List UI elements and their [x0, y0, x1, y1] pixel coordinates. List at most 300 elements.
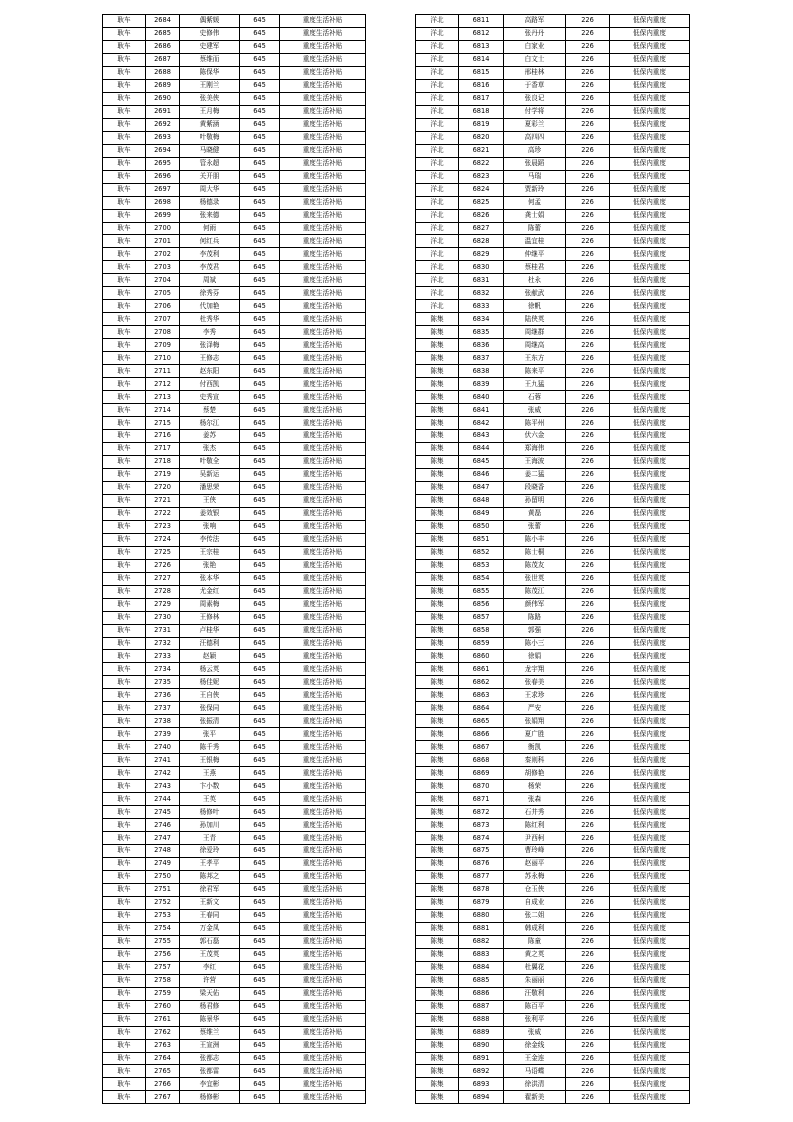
town-cell: 陈集 — [416, 909, 459, 922]
serial-number-cell: 2717 — [146, 442, 180, 455]
table-row — [416, 481, 690, 494]
amount-cell: 645 — [240, 287, 280, 300]
name-cell: 张都志 — [180, 1052, 240, 1065]
name-cell: 陈士桐 — [504, 546, 566, 559]
town-cell: 耿车 — [103, 650, 146, 663]
town-cell: 陈集 — [416, 883, 459, 896]
name-cell: 徐娟 — [504, 650, 566, 663]
subsidy-type-cell: 重度生活补贴 — [280, 1052, 366, 1065]
serial-number-cell: 6847 — [459, 481, 504, 494]
table-row — [416, 883, 690, 896]
amount-cell: 645 — [240, 378, 280, 391]
subsidy-type-cell: 低保内重度 — [610, 533, 690, 546]
table-row — [103, 27, 366, 40]
table-row — [103, 15, 366, 28]
table-row — [416, 300, 690, 313]
subsidy-type-cell: 重度生活补贴 — [280, 1026, 366, 1039]
amount-cell: 645 — [240, 728, 280, 741]
serial-number-cell: 2718 — [146, 455, 180, 468]
serial-number-cell: 2741 — [146, 754, 180, 767]
name-cell: 秦则科 — [504, 754, 566, 767]
subsidy-type-cell: 低保内重度 — [610, 79, 690, 92]
serial-number-cell: 6846 — [459, 468, 504, 481]
subsidy-type-cell: 低保内重度 — [610, 378, 690, 391]
town-cell: 耿车 — [103, 27, 146, 40]
table-row — [416, 624, 690, 637]
town-cell: 耿车 — [103, 1091, 146, 1104]
amount-cell: 645 — [240, 1026, 280, 1039]
serial-number-cell: 6830 — [459, 261, 504, 274]
serial-number-cell: 6848 — [459, 494, 504, 507]
subsidy-type-cell: 重度生活补贴 — [280, 118, 366, 131]
serial-number-cell: 6866 — [459, 728, 504, 741]
amount-cell: 645 — [240, 1078, 280, 1091]
amount-cell: 645 — [240, 715, 280, 728]
subsidy-type-cell: 低保内重度 — [610, 598, 690, 611]
name-cell: 李红 — [180, 961, 240, 974]
table-row — [416, 650, 690, 663]
serial-number-cell: 2685 — [146, 27, 180, 40]
amount-cell: 645 — [240, 1091, 280, 1104]
town-cell: 耿车 — [103, 870, 146, 883]
table-row — [416, 922, 690, 935]
table-row — [416, 611, 690, 624]
serial-number-cell: 6852 — [459, 546, 504, 559]
town-cell: 陈集 — [416, 663, 459, 676]
amount-cell: 645 — [240, 909, 280, 922]
subsidy-type-cell: 低保内重度 — [610, 922, 690, 935]
town-cell: 耿车 — [103, 481, 146, 494]
serial-number-cell: 6822 — [459, 157, 504, 170]
serial-number-cell: 6828 — [459, 235, 504, 248]
table-row — [103, 702, 366, 715]
serial-number-cell: 6820 — [459, 131, 504, 144]
town-cell: 耿车 — [103, 987, 146, 1000]
table-row — [103, 819, 366, 832]
serial-number-cell: 6817 — [459, 92, 504, 105]
amount-cell: 645 — [240, 352, 280, 365]
subsidy-type-cell: 重度生活补贴 — [280, 1039, 366, 1052]
serial-number-cell: 2716 — [146, 430, 180, 443]
subsidy-type-cell: 低保内重度 — [610, 261, 690, 274]
name-cell: 何红兵 — [180, 235, 240, 248]
town-cell: 陈集 — [416, 689, 459, 702]
serial-number-cell: 2734 — [146, 663, 180, 676]
amount-cell: 226 — [566, 391, 610, 404]
town-cell: 陈集 — [416, 832, 459, 845]
name-cell: 张威 — [504, 404, 566, 417]
subsidy-type-cell: 重度生活补贴 — [280, 987, 366, 1000]
table-row — [416, 585, 690, 598]
town-cell: 耿车 — [103, 806, 146, 819]
name-cell: 胡修艳 — [504, 767, 566, 780]
serial-number-cell: 2708 — [146, 326, 180, 339]
serial-number-cell: 6865 — [459, 715, 504, 728]
town-cell: 耿车 — [103, 468, 146, 481]
amount-cell: 226 — [566, 806, 610, 819]
table-row — [103, 481, 366, 494]
table-row — [103, 170, 366, 183]
subsidy-type-cell: 低保内重度 — [610, 987, 690, 1000]
amount-cell: 645 — [240, 1013, 280, 1026]
table-row — [103, 287, 366, 300]
amount-cell: 226 — [566, 922, 610, 935]
amount-cell: 645 — [240, 767, 280, 780]
name-cell: 杜翼花 — [504, 961, 566, 974]
town-cell: 陈集 — [416, 598, 459, 611]
serial-number-cell: 2732 — [146, 637, 180, 650]
table-row — [416, 313, 690, 326]
serial-number-cell: 2691 — [146, 105, 180, 118]
right-table-body — [416, 15, 690, 1104]
name-cell: 关开朋 — [180, 170, 240, 183]
table-row — [416, 598, 690, 611]
serial-number-cell: 6891 — [459, 1052, 504, 1065]
serial-number-cell: 2737 — [146, 702, 180, 715]
serial-number-cell: 6844 — [459, 442, 504, 455]
town-cell: 耿车 — [103, 598, 146, 611]
table-row — [416, 261, 690, 274]
subsidy-type-cell: 重度生活补贴 — [280, 715, 366, 728]
name-cell: 王求珍 — [504, 689, 566, 702]
name-cell: 王新文 — [180, 896, 240, 909]
amount-cell: 226 — [566, 235, 610, 248]
amount-cell: 226 — [566, 948, 610, 961]
subsidy-type-cell: 重度生活补贴 — [280, 948, 366, 961]
subsidy-type-cell: 重度生活补贴 — [280, 313, 366, 326]
town-cell: 陈集 — [416, 1078, 459, 1091]
table-row — [416, 455, 690, 468]
amount-cell: 226 — [566, 676, 610, 689]
table-row — [416, 378, 690, 391]
amount-cell: 645 — [240, 1039, 280, 1052]
serial-number-cell: 6876 — [459, 857, 504, 870]
serial-number-cell: 2748 — [146, 845, 180, 858]
town-cell: 耿车 — [103, 196, 146, 209]
subsidy-type-cell: 低保内重度 — [610, 1091, 690, 1104]
table-row — [103, 261, 366, 274]
name-cell: 张振清 — [180, 715, 240, 728]
amount-cell: 226 — [566, 92, 610, 105]
table-row — [103, 663, 366, 676]
subsidy-type-cell: 重度生活补贴 — [280, 935, 366, 948]
amount-cell: 645 — [240, 624, 280, 637]
amount-cell: 645 — [240, 987, 280, 1000]
table-row — [416, 1039, 690, 1052]
table-row — [416, 935, 690, 948]
amount-cell: 226 — [566, 702, 610, 715]
subsidy-type-cell: 重度生活补贴 — [280, 572, 366, 585]
serial-number-cell: 6886 — [459, 987, 504, 1000]
name-cell: 郭强 — [504, 624, 566, 637]
table-row — [103, 1052, 366, 1065]
amount-cell: 226 — [566, 378, 610, 391]
town-cell: 陈集 — [416, 430, 459, 443]
amount-cell: 645 — [240, 274, 280, 287]
subsidy-type-cell: 重度生活补贴 — [280, 585, 366, 598]
town-cell: 耿车 — [103, 507, 146, 520]
town-cell: 陈集 — [416, 845, 459, 858]
table-row — [103, 559, 366, 572]
amount-cell: 645 — [240, 806, 280, 819]
serial-number-cell: 6826 — [459, 209, 504, 222]
amount-cell: 645 — [240, 572, 280, 585]
amount-cell: 226 — [566, 404, 610, 417]
table-row — [416, 546, 690, 559]
serial-number-cell: 2767 — [146, 1091, 180, 1104]
amount-cell: 226 — [566, 222, 610, 235]
name-cell: 王东方 — [504, 352, 566, 365]
subsidy-type-cell: 低保内重度 — [610, 442, 690, 455]
subsidy-type-cell: 重度生活补贴 — [280, 131, 366, 144]
subsidy-type-cell: 重度生活补贴 — [280, 676, 366, 689]
amount-cell: 226 — [566, 196, 610, 209]
amount-cell: 226 — [566, 1013, 610, 1026]
amount-cell: 645 — [240, 196, 280, 209]
town-cell: 陈集 — [416, 1052, 459, 1065]
table-row — [416, 715, 690, 728]
amount-cell: 645 — [240, 313, 280, 326]
name-cell: 周大华 — [180, 183, 240, 196]
name-cell: 苏永梅 — [504, 870, 566, 883]
name-cell: 周斌 — [180, 274, 240, 287]
amount-cell: 226 — [566, 728, 610, 741]
town-cell: 耿车 — [103, 845, 146, 858]
amount-cell: 226 — [566, 650, 610, 663]
table-row — [416, 676, 690, 689]
serial-number-cell: 6812 — [459, 27, 504, 40]
name-cell: 张娟翔 — [504, 715, 566, 728]
table-row — [103, 118, 366, 131]
table-row — [416, 533, 690, 546]
town-cell: 耿车 — [103, 222, 146, 235]
name-cell: 汪德利 — [180, 637, 240, 650]
table-row — [103, 507, 366, 520]
subsidy-type-cell: 重度生活补贴 — [280, 455, 366, 468]
table-row — [416, 1078, 690, 1091]
town-cell: 耿车 — [103, 1078, 146, 1091]
name-cell: 衡凯 — [504, 741, 566, 754]
name-cell: 张森 — [504, 793, 566, 806]
name-cell: 陈保华 — [180, 66, 240, 79]
subsidy-type-cell: 重度生活补贴 — [280, 728, 366, 741]
name-cell: 马晓健 — [180, 144, 240, 157]
subsidy-type-cell: 低保内重度 — [610, 326, 690, 339]
table-row — [416, 845, 690, 858]
serial-number-cell: 2729 — [146, 598, 180, 611]
table-row — [416, 702, 690, 715]
subsidy-type-cell: 重度生活补贴 — [280, 261, 366, 274]
town-cell: 陈集 — [416, 624, 459, 637]
serial-number-cell: 6889 — [459, 1026, 504, 1039]
amount-cell: 645 — [240, 832, 280, 845]
name-cell: 李秀 — [180, 326, 240, 339]
name-cell: 汪敬利 — [504, 987, 566, 1000]
subsidy-type-cell: 低保内重度 — [610, 92, 690, 105]
subsidy-type-cell: 重度生活补贴 — [280, 974, 366, 987]
table-row — [103, 909, 366, 922]
town-cell: 耿车 — [103, 1026, 146, 1039]
serial-number-cell: 6859 — [459, 637, 504, 650]
table-row — [416, 806, 690, 819]
town-cell: 耿车 — [103, 261, 146, 274]
serial-number-cell: 2706 — [146, 300, 180, 313]
amount-cell: 645 — [240, 1065, 280, 1078]
name-cell: 史秀宣 — [180, 391, 240, 404]
town-cell: 洋北 — [416, 66, 459, 79]
town-cell: 耿车 — [103, 676, 146, 689]
serial-number-cell: 2684 — [146, 15, 180, 28]
serial-number-cell: 2697 — [146, 183, 180, 196]
table-row — [103, 1078, 366, 1091]
table-row — [103, 689, 366, 702]
town-cell: 洋北 — [416, 79, 459, 92]
table-row — [416, 326, 690, 339]
name-cell: 吴新运 — [180, 468, 240, 481]
subsidy-type-cell: 重度生活补贴 — [280, 494, 366, 507]
subsidy-type-cell: 低保内重度 — [610, 66, 690, 79]
subsidy-type-cell: 低保内重度 — [610, 235, 690, 248]
subsidy-type-cell: 低保内重度 — [610, 935, 690, 948]
serial-number-cell: 6818 — [459, 105, 504, 118]
amount-cell: 645 — [240, 27, 280, 40]
serial-number-cell: 6814 — [459, 53, 504, 66]
subsidy-type-cell: 低保内重度 — [610, 793, 690, 806]
name-cell: 王金连 — [504, 1052, 566, 1065]
table-row — [103, 183, 366, 196]
table-row — [103, 883, 366, 896]
serial-number-cell: 2695 — [146, 157, 180, 170]
name-cell: 朱丽丽 — [504, 974, 566, 987]
name-cell: 李茂君 — [180, 261, 240, 274]
table-row — [103, 676, 366, 689]
name-cell: 蔡维兰 — [180, 1026, 240, 1039]
serial-number-cell: 2727 — [146, 572, 180, 585]
amount-cell: 226 — [566, 326, 610, 339]
amount-cell: 645 — [240, 15, 280, 28]
table-row — [103, 1013, 366, 1026]
town-cell: 耿车 — [103, 352, 146, 365]
serial-number-cell: 6813 — [459, 40, 504, 53]
subsidy-type-cell: 低保内重度 — [610, 806, 690, 819]
table-row — [103, 598, 366, 611]
subsidy-type-cell: 重度生活补贴 — [280, 404, 366, 417]
amount-cell: 226 — [566, 15, 610, 28]
amount-cell: 226 — [566, 417, 610, 430]
subsidy-type-cell: 低保内重度 — [610, 417, 690, 430]
amount-cell: 226 — [566, 883, 610, 896]
name-cell: 王修志 — [180, 352, 240, 365]
subsidy-type-cell: 低保内重度 — [610, 883, 690, 896]
amount-cell: 645 — [240, 235, 280, 248]
amount-cell: 645 — [240, 455, 280, 468]
name-cell: 陆侠英 — [504, 313, 566, 326]
serial-number-cell: 6840 — [459, 391, 504, 404]
subsidy-type-cell: 重度生活补贴 — [280, 40, 366, 53]
serial-number-cell: 2731 — [146, 624, 180, 637]
name-cell: 高路军 — [504, 15, 566, 28]
town-cell: 陈集 — [416, 922, 459, 935]
name-cell: 王月梅 — [180, 105, 240, 118]
table-row — [103, 339, 366, 352]
amount-cell: 226 — [566, 468, 610, 481]
subsidy-type-cell: 低保内重度 — [610, 404, 690, 417]
town-cell: 耿车 — [103, 533, 146, 546]
amount-cell: 645 — [240, 546, 280, 559]
name-cell: 王海波 — [504, 455, 566, 468]
town-cell: 耿车 — [103, 819, 146, 832]
town-cell: 耿车 — [103, 15, 146, 28]
serial-number-cell: 6875 — [459, 845, 504, 858]
name-cell: 郭石磊 — [180, 935, 240, 948]
serial-number-cell: 2754 — [146, 922, 180, 935]
name-cell: 杨荣 — [504, 780, 566, 793]
serial-number-cell: 6834 — [459, 313, 504, 326]
amount-cell: 226 — [566, 455, 610, 468]
table-row — [416, 1000, 690, 1013]
town-cell: 耿车 — [103, 404, 146, 417]
serial-number-cell: 2709 — [146, 339, 180, 352]
table-row — [416, 209, 690, 222]
name-cell: 黄紫涵 — [180, 118, 240, 131]
table-row — [416, 92, 690, 105]
amount-cell: 226 — [566, 857, 610, 870]
subsidy-type-cell: 重度生活补贴 — [280, 144, 366, 157]
serial-number-cell: 6855 — [459, 585, 504, 598]
subsidy-type-cell: 重度生活补贴 — [280, 663, 366, 676]
town-cell: 耿车 — [103, 313, 146, 326]
table-row — [103, 300, 366, 313]
amount-cell: 226 — [566, 1026, 610, 1039]
serial-number-cell: 6881 — [459, 922, 504, 935]
serial-number-cell: 6857 — [459, 611, 504, 624]
name-cell: 杨修彬 — [180, 1091, 240, 1104]
town-cell: 耿车 — [103, 974, 146, 987]
town-cell: 耿车 — [103, 105, 146, 118]
table-row — [416, 767, 690, 780]
subsidy-type-cell: 低保内重度 — [610, 546, 690, 559]
serial-number-cell: 2720 — [146, 481, 180, 494]
name-cell: 周继群 — [504, 326, 566, 339]
serial-number-cell: 2749 — [146, 857, 180, 870]
serial-number-cell: 6850 — [459, 520, 504, 533]
subsidy-type-cell: 重度生活补贴 — [280, 481, 366, 494]
table-row — [416, 1013, 690, 1026]
serial-number-cell: 6823 — [459, 170, 504, 183]
town-cell: 洋北 — [416, 287, 459, 300]
serial-number-cell: 6880 — [459, 909, 504, 922]
serial-number-cell: 2689 — [146, 79, 180, 92]
right-table — [415, 14, 690, 1104]
amount-cell: 226 — [566, 66, 610, 79]
serial-number-cell: 6871 — [459, 793, 504, 806]
left-table — [102, 14, 366, 1104]
amount-cell: 645 — [240, 702, 280, 715]
name-cell: 赵东阳 — [180, 365, 240, 378]
amount-cell: 226 — [566, 507, 610, 520]
name-cell: 陈小三 — [504, 637, 566, 650]
subsidy-type-cell: 低保内重度 — [610, 702, 690, 715]
amount-cell: 645 — [240, 754, 280, 767]
name-cell: 王九猛 — [504, 378, 566, 391]
name-cell: 孙加川 — [180, 819, 240, 832]
amount-cell: 645 — [240, 53, 280, 66]
town-cell: 耿车 — [103, 235, 146, 248]
table-row — [416, 27, 690, 40]
town-cell: 耿车 — [103, 391, 146, 404]
serial-number-cell: 2757 — [146, 961, 180, 974]
serial-number-cell: 6882 — [459, 935, 504, 948]
